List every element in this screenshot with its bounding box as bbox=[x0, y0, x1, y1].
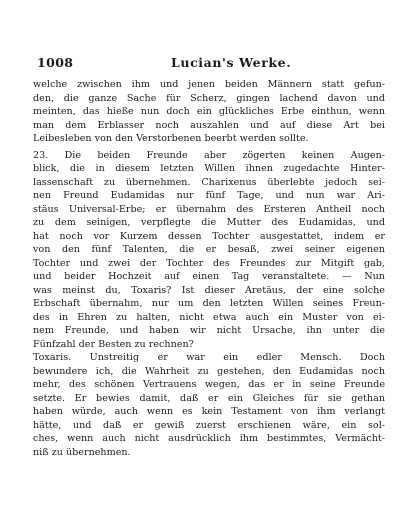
page-number: 1008 bbox=[37, 55, 74, 70]
text-line: ches, wenn auch nicht ausdrücklich ihm bestimmtes, Vermächt- bbox=[33, 433, 385, 444]
text-line: man dem Erblasser noch auszahlen und auf diese Art bei bbox=[33, 119, 385, 131]
text-line: was meinst du, Toxaris? Ist dieser Aretäus, der eine solche bbox=[33, 284, 385, 296]
body-text bbox=[33, 78, 385, 459]
text-line: Fünfzahl der Besten zu rechnen? bbox=[33, 338, 194, 350]
page-header bbox=[37, 55, 384, 73]
text-line: haben würde, auch wenn es kein Testament von ihm verlangt bbox=[33, 406, 385, 417]
text-line: hätte, und daß er gewiß zuerst erschienen wäre, ein sol- bbox=[33, 419, 385, 431]
text-line: den, die ganze Sache für Scherz, gingen lachend davon und bbox=[33, 92, 385, 104]
text-line: zu dem seinigen, verpflegte die Mutter des Eudamidas, und bbox=[33, 217, 385, 228]
text-line: Tochter und zwei der Tochter des Freundes zur Mitgift gab, bbox=[33, 257, 385, 269]
text-line: nem Freunde, und haben wir nicht Ursache, ihn unter die bbox=[33, 325, 385, 336]
text-line: Leibesleben von den Verstorbenen beerbt werden sollte. bbox=[33, 133, 309, 144]
text-line: setzte. Er bewies damit, daß er ein Gleiches für sie gethan bbox=[33, 392, 385, 404]
text-line: 23. Die beiden Freunde aber zögerten keinen Augen- bbox=[33, 149, 385, 161]
text-line: stäus Universal-Erbe; er übernahm des Ersteren Antheil noch bbox=[33, 203, 385, 215]
text-line: meinten, das hieße nun doch ein glückliches Erbe einthun, wenn bbox=[33, 106, 385, 117]
text-line: lassenschaft zu übernehmen. Charixenus überlebte jedoch sei- bbox=[33, 176, 385, 188]
text-line: Erbschaft übernahm, nur um den letzten Willen seines Freun- bbox=[33, 298, 385, 309]
text-line: bewundere ich, die Wahrheit zu gestehen, den Eudamidas noch bbox=[33, 365, 385, 377]
text-line: niß zu übernehmen. bbox=[33, 446, 131, 458]
text-line: hat noch vor Kurzem dessen Tochter ausgestattet, indem er bbox=[33, 230, 385, 242]
text-line: von den fünf Talenten, die er besaß, zwei seiner eigenen bbox=[33, 244, 385, 255]
text-line: Toxaris. Unstreitig er war ein edler Mensch. Doch bbox=[33, 352, 385, 363]
text-line: welche zwischen ihm und jenen beiden Männern statt gefun- bbox=[33, 79, 385, 90]
text-line: mehr, des schönen Vertrauens wegen, das er in seine Freunde bbox=[33, 379, 385, 390]
text-line: nen Freund Eudamidas nur fünf Tage, und nun war Ari- bbox=[33, 190, 385, 201]
text-line: des in Ehren zu halten, nicht etwa auch ein Muster von ei- bbox=[33, 311, 385, 323]
text-line: und beider Hochzeit auf einen Tag veranstaltete. — Nun bbox=[33, 271, 385, 282]
running-head: Lucian's Werke. bbox=[171, 55, 292, 70]
text-line: blick, die in diesem letzten Willen ihnen zugedachte Hinter- bbox=[33, 163, 385, 174]
